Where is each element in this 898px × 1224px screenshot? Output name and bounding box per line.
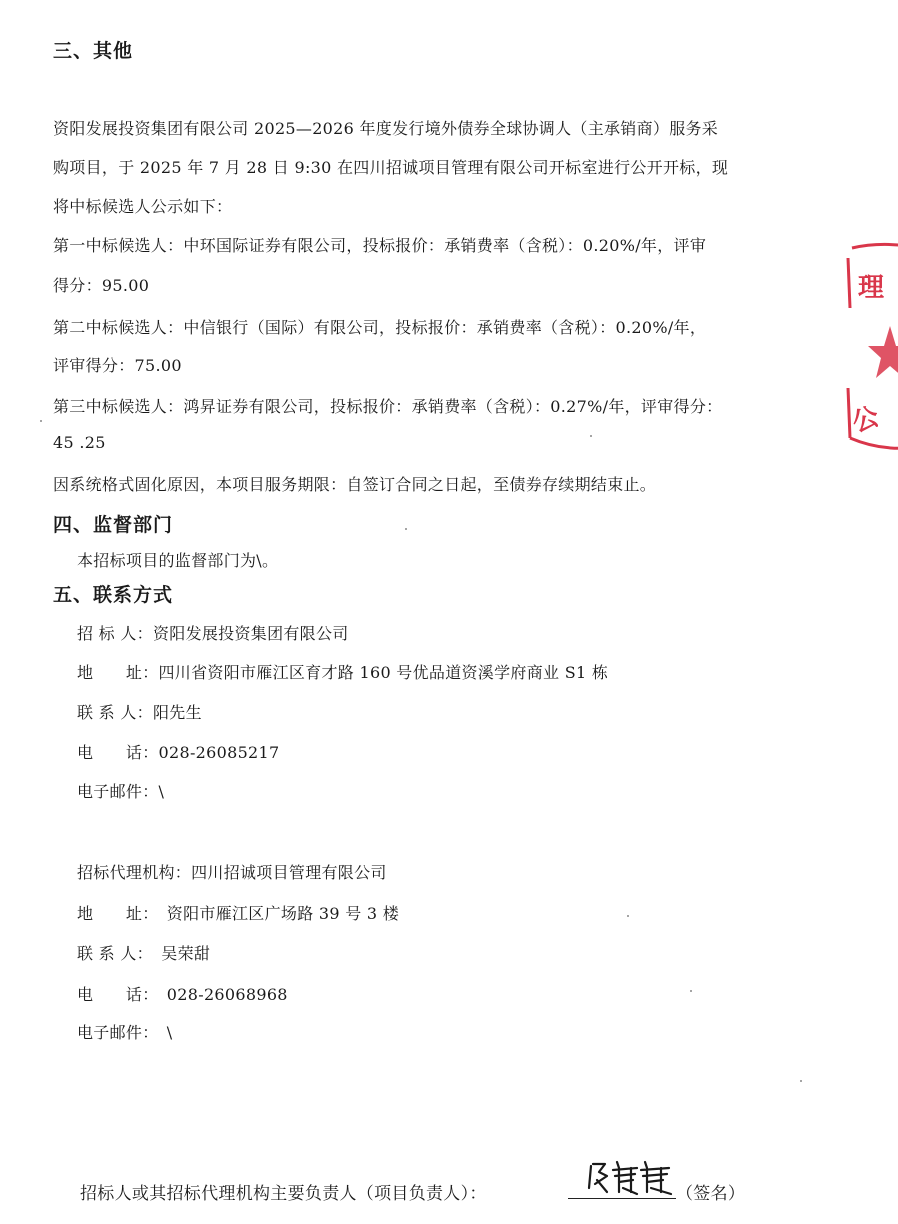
candidate-1-line-2: 得分：95.00 bbox=[53, 276, 150, 295]
agency-email: 电子邮件： \ bbox=[77, 1023, 173, 1042]
stamp-star-icon bbox=[868, 326, 898, 378]
section-5-heading: 五、联系方式 bbox=[53, 584, 174, 606]
section-4-heading: 四、监督部门 bbox=[53, 514, 174, 536]
agency-address: 地 址： 资阳市雁江区广场路 39 号 3 楼 bbox=[77, 904, 400, 923]
signature-suffix: （签名） bbox=[676, 1184, 746, 1204]
stamp-char-1: 理 bbox=[858, 273, 885, 303]
candidate-3-line-2: 45 .25 bbox=[53, 433, 106, 452]
service-period-text: 因系统格式固化原因，本项目服务期限：自签订合同之日起，至债券存续期结束止。 bbox=[53, 475, 657, 494]
section-3-heading: 三、其他 bbox=[53, 40, 134, 62]
scan-speck bbox=[405, 528, 407, 530]
scan-speck bbox=[627, 915, 629, 917]
candidate-2-line-1: 第二中标候选人：中信银行（国际）有限公司，投标报价：承销费率（含税）：0.20%/年， bbox=[53, 318, 707, 337]
official-seal-stamp bbox=[838, 238, 898, 458]
intro-paragraph-line-2: 购项目，于 2025 年 7 月 28 日 9:30 在四川招诚项目管理有限公司开标室进行公开开标，现 bbox=[53, 158, 729, 177]
agency-name: 招标代理机构：四川招诚项目管理有限公司 bbox=[77, 863, 387, 882]
intro-paragraph-line-3: 将中标候选人公示如下： bbox=[53, 197, 233, 216]
signature-label: 招标人或其招标代理机构主要负责人（项目负责人）： bbox=[80, 1184, 487, 1204]
agency-contact-person: 联 系 人： 吴荣甜 bbox=[77, 944, 211, 963]
scan-speck bbox=[800, 1080, 802, 1082]
tenderer-email: 电子邮件：\ bbox=[77, 782, 165, 801]
agency-phone: 电 话： 028-26068968 bbox=[77, 985, 288, 1004]
candidate-1-line-1: 第一中标候选人：中环国际证券有限公司，投标报价：承销费率（含税）：0.20%/年，评审 bbox=[53, 236, 707, 255]
tenderer-contact-person: 联 系 人：阳先生 bbox=[77, 703, 202, 722]
tenderer-phone: 电 话：028-26085217 bbox=[77, 743, 280, 762]
tenderer-name: 招 标 人：资阳发展投资集团有限公司 bbox=[77, 624, 349, 643]
intro-paragraph-line-1: 资阳发展投资集团有限公司 2025—2026 年度发行境外债券全球协调人（主承销商）服务采 bbox=[53, 119, 719, 138]
tenderer-address: 地 址：四川省资阳市雁江区育才路 160 号优品道资溪学府商业 S1 栋 bbox=[77, 663, 609, 682]
candidate-3-line-1: 第三中标候选人：鸿昇证券有限公司，投标报价：承销费率（含税）：0.27%/年，评审得分： bbox=[53, 397, 723, 416]
scan-speck bbox=[40, 420, 42, 422]
scan-speck bbox=[590, 435, 592, 437]
scan-speck bbox=[690, 990, 692, 992]
signature-underline bbox=[568, 1198, 676, 1199]
stamp-char-2: 公 bbox=[848, 401, 884, 439]
supervision-text: 本招标项目的监督部门为\。 bbox=[77, 551, 279, 570]
handwritten-signature bbox=[585, 1158, 675, 1198]
candidate-2-line-2: 评审得分：75.00 bbox=[53, 356, 182, 375]
